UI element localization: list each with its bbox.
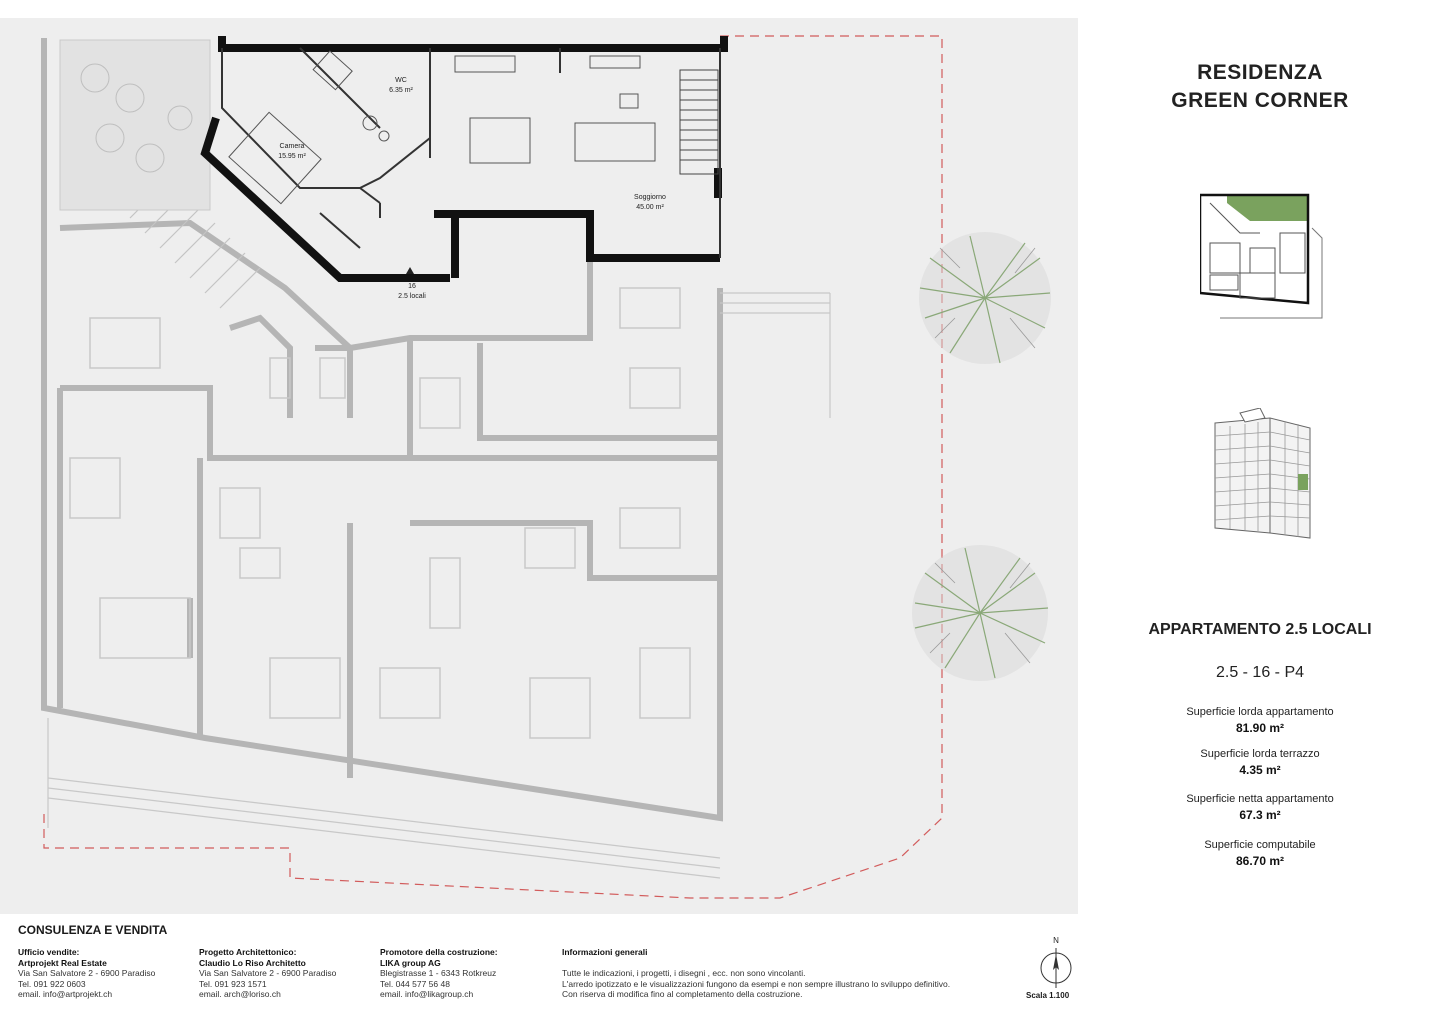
column-email[interactable]: email. info@likagroup.ch: [380, 989, 474, 999]
room-label-wc: WC: [395, 77, 407, 84]
footer-column-sales-office: [18, 947, 155, 1000]
unit-number: 16: [408, 283, 416, 290]
apartment-title: APPARTAMENTO 2.5 LOCALI: [1148, 621, 1372, 638]
column-address: Via San Salvatore 2 - 6900 Paradiso: [199, 968, 337, 978]
column-phone: Tel. 091 923 1571: [199, 978, 267, 989]
residence-title-line2: GREEN CORNER: [1171, 89, 1349, 112]
stat-value-computable: 86.70 m²: [1235, 854, 1285, 868]
footer-heading: CONSULENZA E VENDITA: [18, 923, 168, 937]
stat-label-computable: Superficie computabile: [1204, 839, 1316, 851]
unit-type: 2.5 locali: [398, 293, 426, 300]
room-area-soggiorno: 45.00 m²: [636, 204, 664, 211]
disclaimer-line: L'arredo ipotizzato e le visualizzazioni fungono da esempi e non sempre illustrano lo sviluppo definitivo.: [562, 978, 951, 989]
room-area-wc: 6.35 m²: [389, 87, 413, 94]
footer-column-developer: [380, 947, 498, 1000]
stat-label-gross-terrace: Superficie lorda terrazzo: [1200, 748, 1320, 760]
residence-title-line1: RESIDENZA: [1197, 61, 1323, 84]
footer-column-general-info: [562, 947, 950, 1000]
entrance-marker: [406, 267, 414, 274]
column-title: Ufficio vendite:: [18, 947, 80, 957]
column-phone: Tel. 044 577 56 48: [380, 978, 450, 989]
column-title: Informazioni generali: [562, 947, 648, 957]
column-title: Progetto Architettonico:: [199, 947, 297, 957]
column-address: Via San Salvatore 2 - 6900 Paradiso: [18, 968, 156, 978]
disclaimer-line: Con riserva di modifica fino al completamento della costruzione.: [562, 989, 803, 999]
disclaimer-line: Tutte le indicazioni, i progetti, i disegni , ecc. non sono vincolanti.: [562, 968, 806, 978]
column-name: Claudio Lo Riso Architetto: [199, 957, 306, 968]
room-area-camera: 15.95 m²: [278, 153, 306, 160]
building-3d-thumbnail: [1210, 408, 1320, 543]
stat-value-net-apartment: 67.3 m²: [1239, 808, 1281, 822]
stat-value-gross-apartment: 81.90 m²: [1235, 721, 1285, 735]
column-title: Promotore della costruzione:: [380, 947, 498, 957]
stat-label-gross-apartment: Superficie lorda appartamento: [1186, 706, 1334, 718]
room-label-soggiorno: Soggiorno: [634, 194, 666, 201]
tree-icon: [912, 545, 1048, 681]
key-plan-thumbnail: [1200, 193, 1330, 323]
column-email[interactable]: email. arch@loriso.ch: [199, 989, 281, 999]
stat-label-net-apartment: Superficie netta appartamento: [1186, 793, 1334, 805]
tree-icon: [919, 232, 1051, 364]
scale-label: Scala 1.100: [1026, 991, 1070, 1000]
column-name: LIKA group AG: [380, 957, 441, 968]
floor-plan: [0, 18, 1078, 914]
column-address: Blegistrasse 1 - 6343 Rotkreuz: [380, 968, 497, 978]
apartment-code: 2.5 - 16 - P4: [1215, 664, 1305, 681]
column-phone: Tel. 091 922 0603: [18, 978, 86, 989]
north-label: N: [1053, 936, 1059, 945]
column-name: Artprojekt Real Estate: [18, 957, 107, 968]
north-arrow-icon: [1036, 934, 1076, 998]
info-sidebar: [1080, 0, 1440, 914]
room-label-camera: Camera: [279, 143, 305, 150]
footer-column-architect: [199, 947, 336, 1000]
stat-value-gross-terrace: 4.35 m²: [1239, 763, 1281, 777]
column-email[interactable]: email. info@artprojekt.ch: [18, 989, 113, 999]
floor-plan-drawing: [0, 18, 1078, 914]
footer: [0, 914, 1440, 1019]
